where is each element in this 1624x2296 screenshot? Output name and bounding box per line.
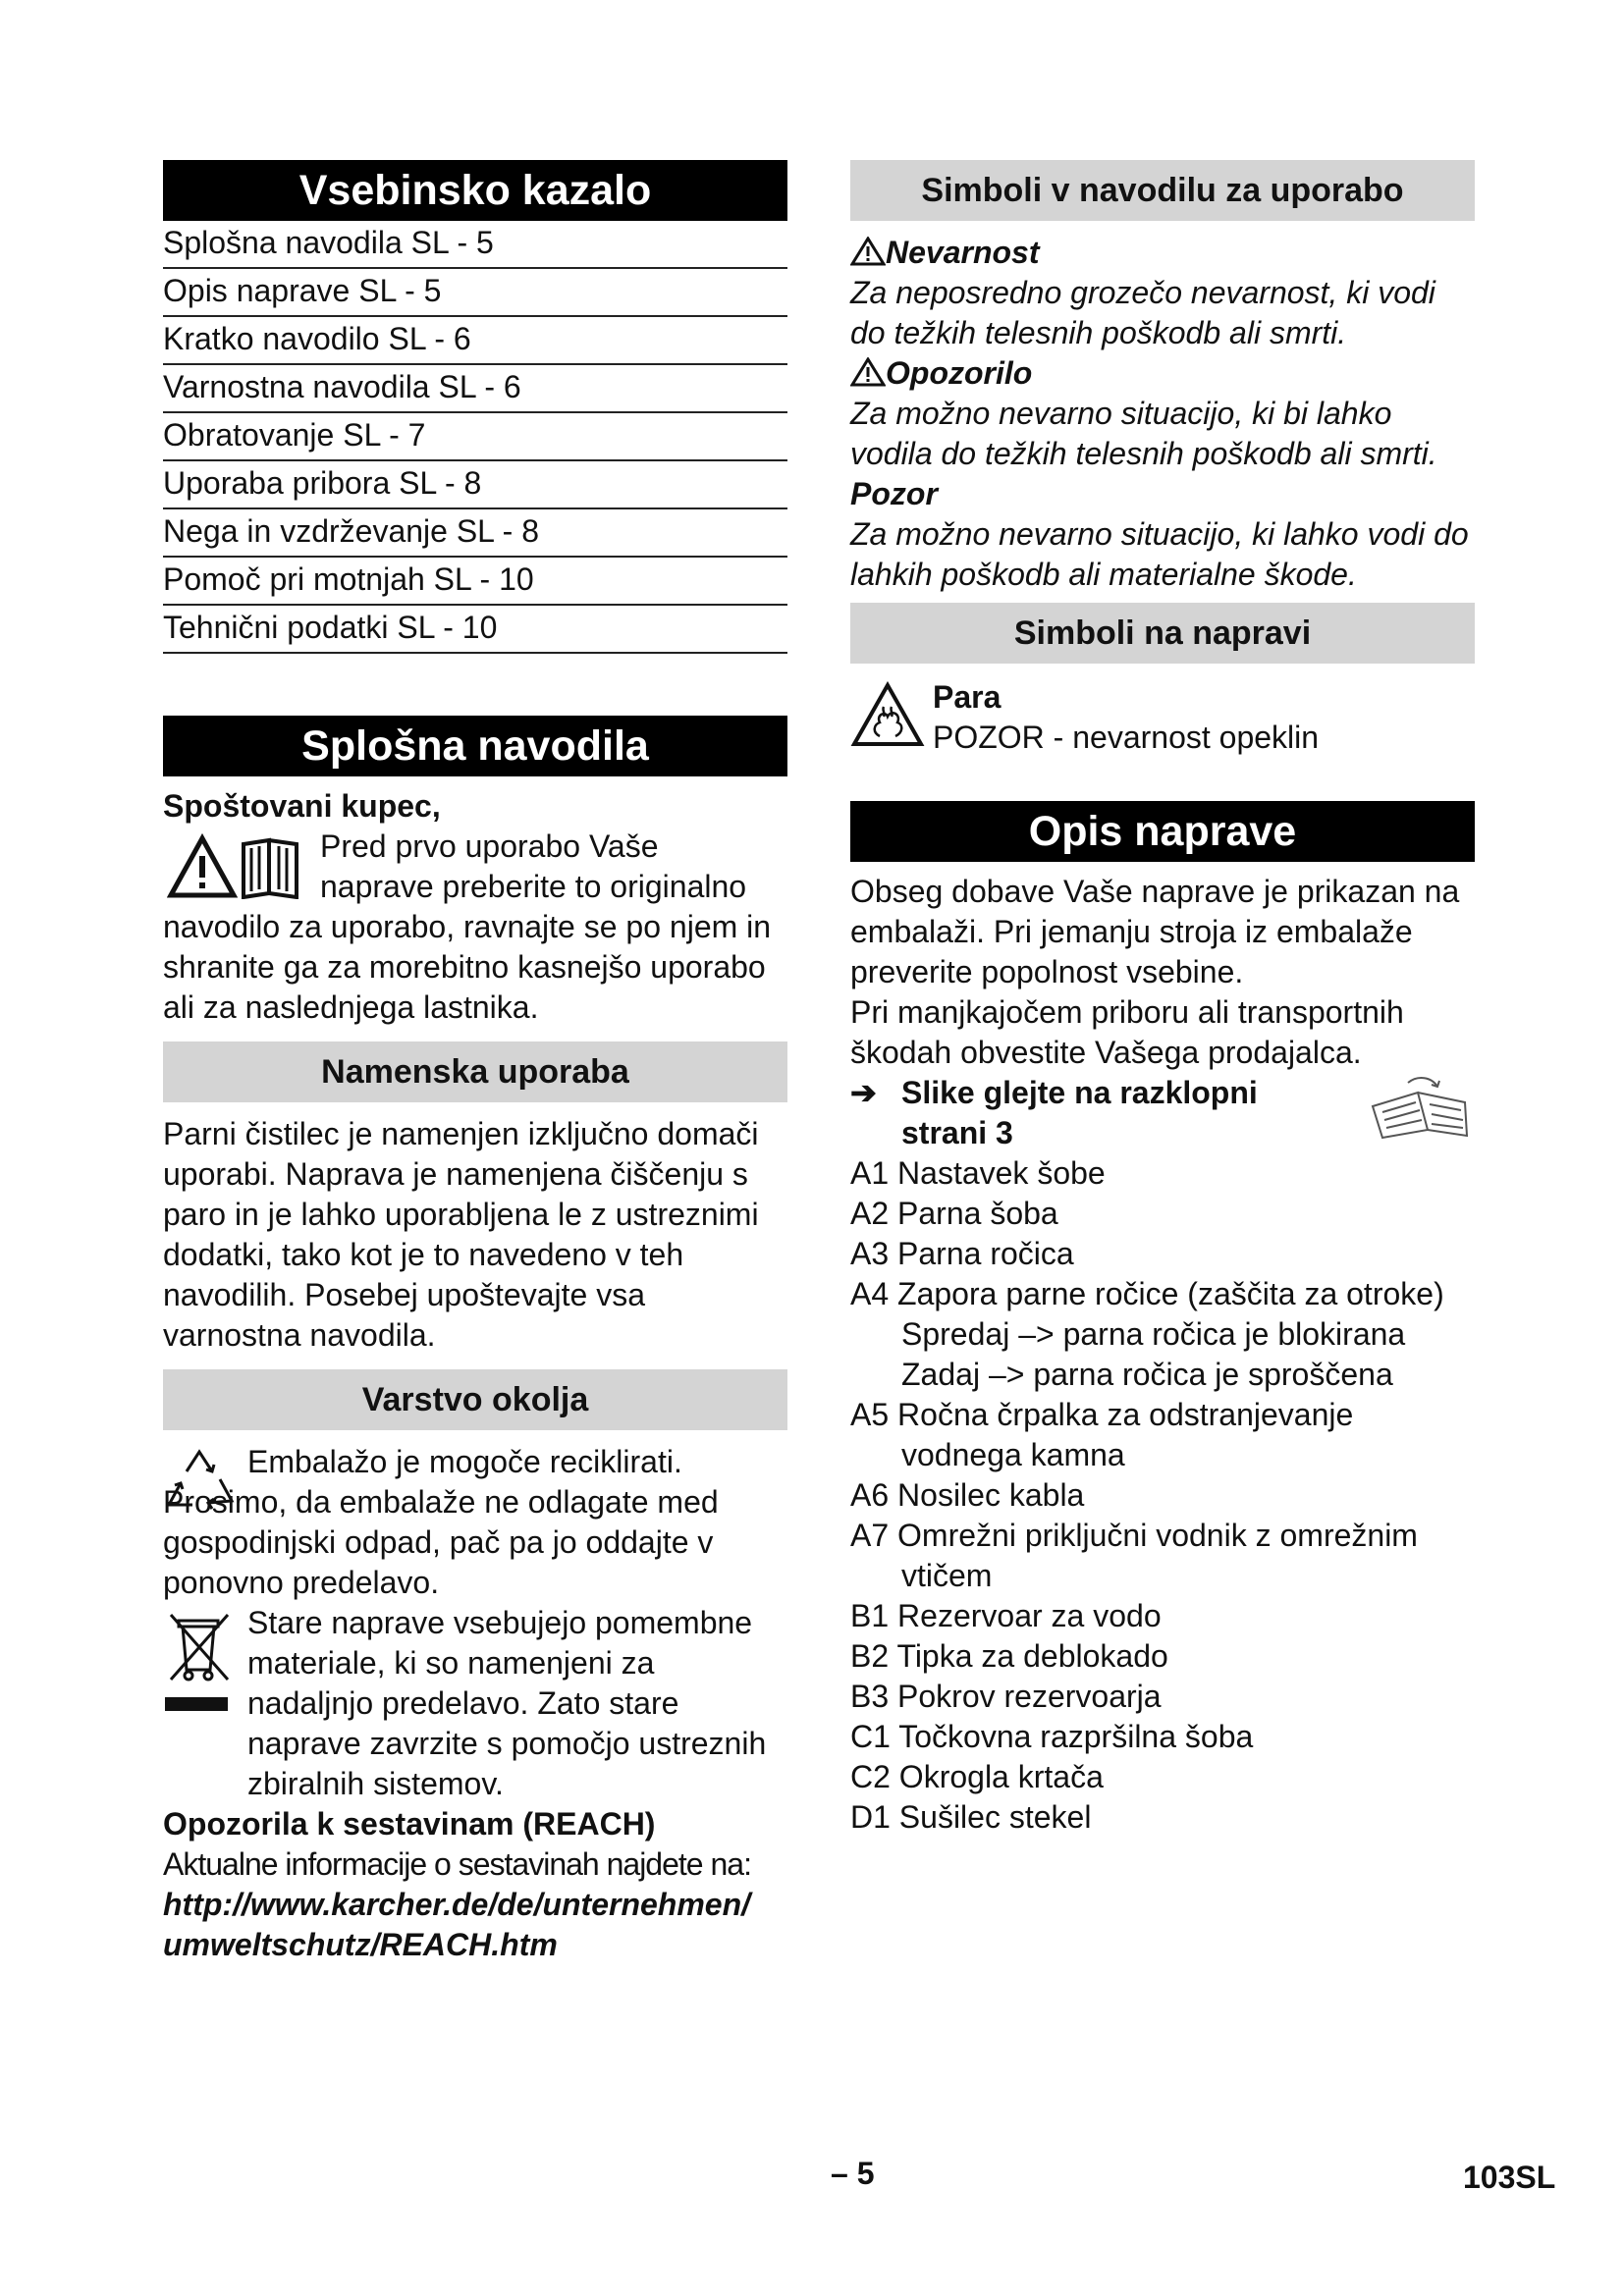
part-code: B1	[850, 1598, 890, 1633]
weee-text: Stare naprave vsebujejo pomembne materiale, ki so namenjeni za nadaljnjo predelavo. Zato stare naprave zavrzite s pomočjo ustreznih zbiralnih sistemov.	[247, 1605, 767, 1801]
part-item-b1	[850, 1596, 1475, 1636]
device-para2: Pri manjkajočem priboru ali transportnih škodah obvestite Vašega prodajalca.	[850, 994, 1404, 1070]
greeting: Spoštovani kupec,	[163, 788, 441, 824]
part-text: Točkovna razpršilna šoba	[898, 1719, 1254, 1754]
part-code: C1	[850, 1719, 891, 1754]
symbols-device-heading: Simboli na napravi	[850, 603, 1475, 664]
toc-item[interactable]: Opis naprave SL - 5	[163, 269, 787, 317]
warning-label-row	[850, 353, 1475, 394]
toc-item[interactable]: Obratovanje SL - 7	[163, 413, 787, 461]
part-item-a7	[850, 1516, 1475, 1556]
toc-list	[163, 221, 787, 654]
read-manual-icon	[167, 832, 304, 899]
toc-heading: Vsebinsko kazalo	[163, 160, 787, 221]
warning-triangle-icon	[850, 357, 886, 387]
part-text: Nosilec kabla	[897, 1477, 1085, 1513]
left-column	[163, 160, 787, 1965]
recycle-text: Embalažo je mogoče reciklirati. Prosimo, da embalaže ne odlagate med gospodinjski odpad, pač pa jo oddajte v ponovno predelavo.	[163, 1444, 719, 1600]
reach-url-line1[interactable]: http://www.karcher.de/de/unternehmen/	[163, 1887, 751, 1922]
part-text: Omrežni priključni vodnik z omrežnim	[897, 1518, 1418, 1553]
part-item-a1	[850, 1153, 1475, 1194]
danger-text: Za neposredno grozečo nevarnost, ki vodi do težkih telesnih poškodb ali smrti.	[850, 275, 1435, 350]
part-code: C2	[850, 1759, 891, 1794]
steam-symbol-block	[850, 677, 1475, 762]
caution-label: Pozor	[850, 476, 938, 511]
part-text: Pokrov rezervoarja	[897, 1679, 1162, 1714]
toc-item[interactable]: Nega in vzdrževanje SL - 8	[163, 509, 787, 558]
part-code: A5	[850, 1397, 890, 1432]
see-figures-row	[850, 1073, 1475, 1153]
part-text: Parna šoba	[897, 1196, 1058, 1231]
part-item-a4	[850, 1274, 1475, 1314]
symbols-manual-heading: Simboli v navodilu za uporabo	[850, 160, 1475, 221]
foldout-page-icon	[1369, 1073, 1475, 1142]
toc-item[interactable]: Kratko navodilo SL - 6	[163, 317, 787, 365]
part-text: Rezervoar za vodo	[897, 1598, 1162, 1633]
part-item-b2	[850, 1636, 1475, 1677]
environment-heading: Varstvo okolja	[163, 1369, 787, 1430]
part-code: A4	[850, 1276, 890, 1311]
reach-title: Opozorila k sestavinam (REACH)	[163, 1806, 656, 1842]
toc-item[interactable]: Varnostna navodila SL - 6	[163, 365, 787, 413]
intro-block	[163, 827, 787, 1028]
part-code: A1	[850, 1155, 890, 1191]
weee-text-indented	[163, 1603, 787, 1804]
caution-text: Za možno nevarno situacijo, ki lahko vodi do lahkih poškodb ali materialne škode.	[850, 516, 1469, 592]
part-text: Sušilec stekel	[898, 1799, 1092, 1835]
part-text-continuation: Spredaj –> parna ročica je blokirana	[901, 1316, 1406, 1352]
part-code: B2	[850, 1638, 890, 1674]
part-text: Nastavek šobe	[897, 1155, 1106, 1191]
part-code: A2	[850, 1196, 890, 1231]
reach-url-line2[interactable]: umweltschutz/REACH.htm	[163, 1927, 558, 1962]
part-item-d1	[850, 1797, 1475, 1838]
reach-text: Aktualne informacije o sestavinah najdete na:	[163, 1846, 751, 1882]
part-item-a2	[850, 1194, 1475, 1234]
part-code: A3	[850, 1236, 890, 1271]
right-column	[850, 160, 1475, 1838]
danger-label: Nevarnost	[886, 235, 1040, 270]
part-item-a3	[850, 1234, 1475, 1274]
intro-text: navodilo za uporabo, ravnajte se po njem in shranite ga za morebitno kasnejšo uporabo ali za naslednjega lastnika.	[163, 909, 772, 1025]
device-para1: Obseg dobave Vaše naprave je prikazan na embalaži. Pri jemanju stroja iz embalaže preverite popolnost vsebine.	[850, 874, 1460, 989]
recycle-block	[163, 1442, 787, 1603]
crossed-bin-icon	[163, 1609, 236, 1719]
toc-item[interactable]: Splošna navodila SL - 5	[163, 221, 787, 269]
weee-block	[163, 1603, 787, 1804]
steam-text: POZOR - nevarnost opeklin	[933, 720, 1320, 755]
part-text-continuation: Zadaj –> parna ročica je sproščena	[901, 1357, 1393, 1392]
recycle-icon	[163, 1448, 236, 1515]
part-text: Parna ročica	[897, 1236, 1074, 1271]
part-text: Okrogla krtača	[898, 1759, 1104, 1794]
part-item-a5	[850, 1395, 1475, 1435]
part-item-c1	[850, 1717, 1475, 1757]
general-heading: Splošna navodila	[163, 716, 787, 776]
part-code: D1	[850, 1799, 891, 1835]
danger-label-row	[850, 233, 1475, 273]
toc-item[interactable]: Pomoč pri motnjah SL - 10	[163, 558, 787, 606]
see-figures-line1: Slike glejte na razklopni	[901, 1075, 1258, 1110]
intro-line2: naprave preberite to originalno	[320, 869, 747, 904]
device-heading: Opis naprave	[850, 801, 1475, 862]
part-text-continuation: vtičem	[901, 1558, 993, 1593]
warning-triangle-icon	[850, 237, 886, 266]
part-text: Ročna črpalka za odstranjevanje	[897, 1397, 1354, 1432]
part-text: Tipka za deblokado	[896, 1638, 1168, 1674]
toc-item[interactable]: Tehnični podatki SL - 10	[163, 606, 787, 654]
arrow-icon: ➔	[850, 1075, 877, 1110]
document-code: 103SL	[1463, 2160, 1556, 2195]
toc-item[interactable]: Uporaba pribora SL - 8	[163, 461, 787, 509]
part-item-b3	[850, 1677, 1475, 1717]
parts-list	[850, 1153, 1475, 1838]
intro-line1: Pred prvo uporabo Vaše	[320, 828, 659, 864]
part-item-a6	[850, 1475, 1475, 1516]
part-code: A7	[850, 1518, 890, 1553]
warning-label: Opozorilo	[886, 355, 1033, 391]
page-number: – 5	[831, 2156, 875, 2191]
part-item-c2	[850, 1757, 1475, 1797]
steam-label: Para	[933, 679, 1001, 715]
part-text: Zapora parne ročice (zaščita za otroke)	[897, 1276, 1444, 1311]
purpose-text: Parni čistilec je namenjen izključno domači uporabi. Naprava je namenjena čiščenju s paro in je lahko uporabljena le z ustreznimi dodatki, tako kot je to navedeno v teh navodilih. Posebej upoštevajte vsa varnostna navodila.	[163, 1116, 759, 1353]
part-code: A6	[850, 1477, 890, 1513]
see-figures-line2: strani 3	[901, 1115, 1013, 1150]
part-code: B3	[850, 1679, 890, 1714]
purpose-heading: Namenska uporaba	[163, 1041, 787, 1102]
warning-text: Za možno nevarno situacijo, ki bi lahko vodila do težkih telesnih poškodb ali smrti.	[850, 396, 1437, 471]
part-text-continuation: vodnega kamna	[901, 1437, 1125, 1472]
steam-hazard-icon	[850, 681, 925, 748]
